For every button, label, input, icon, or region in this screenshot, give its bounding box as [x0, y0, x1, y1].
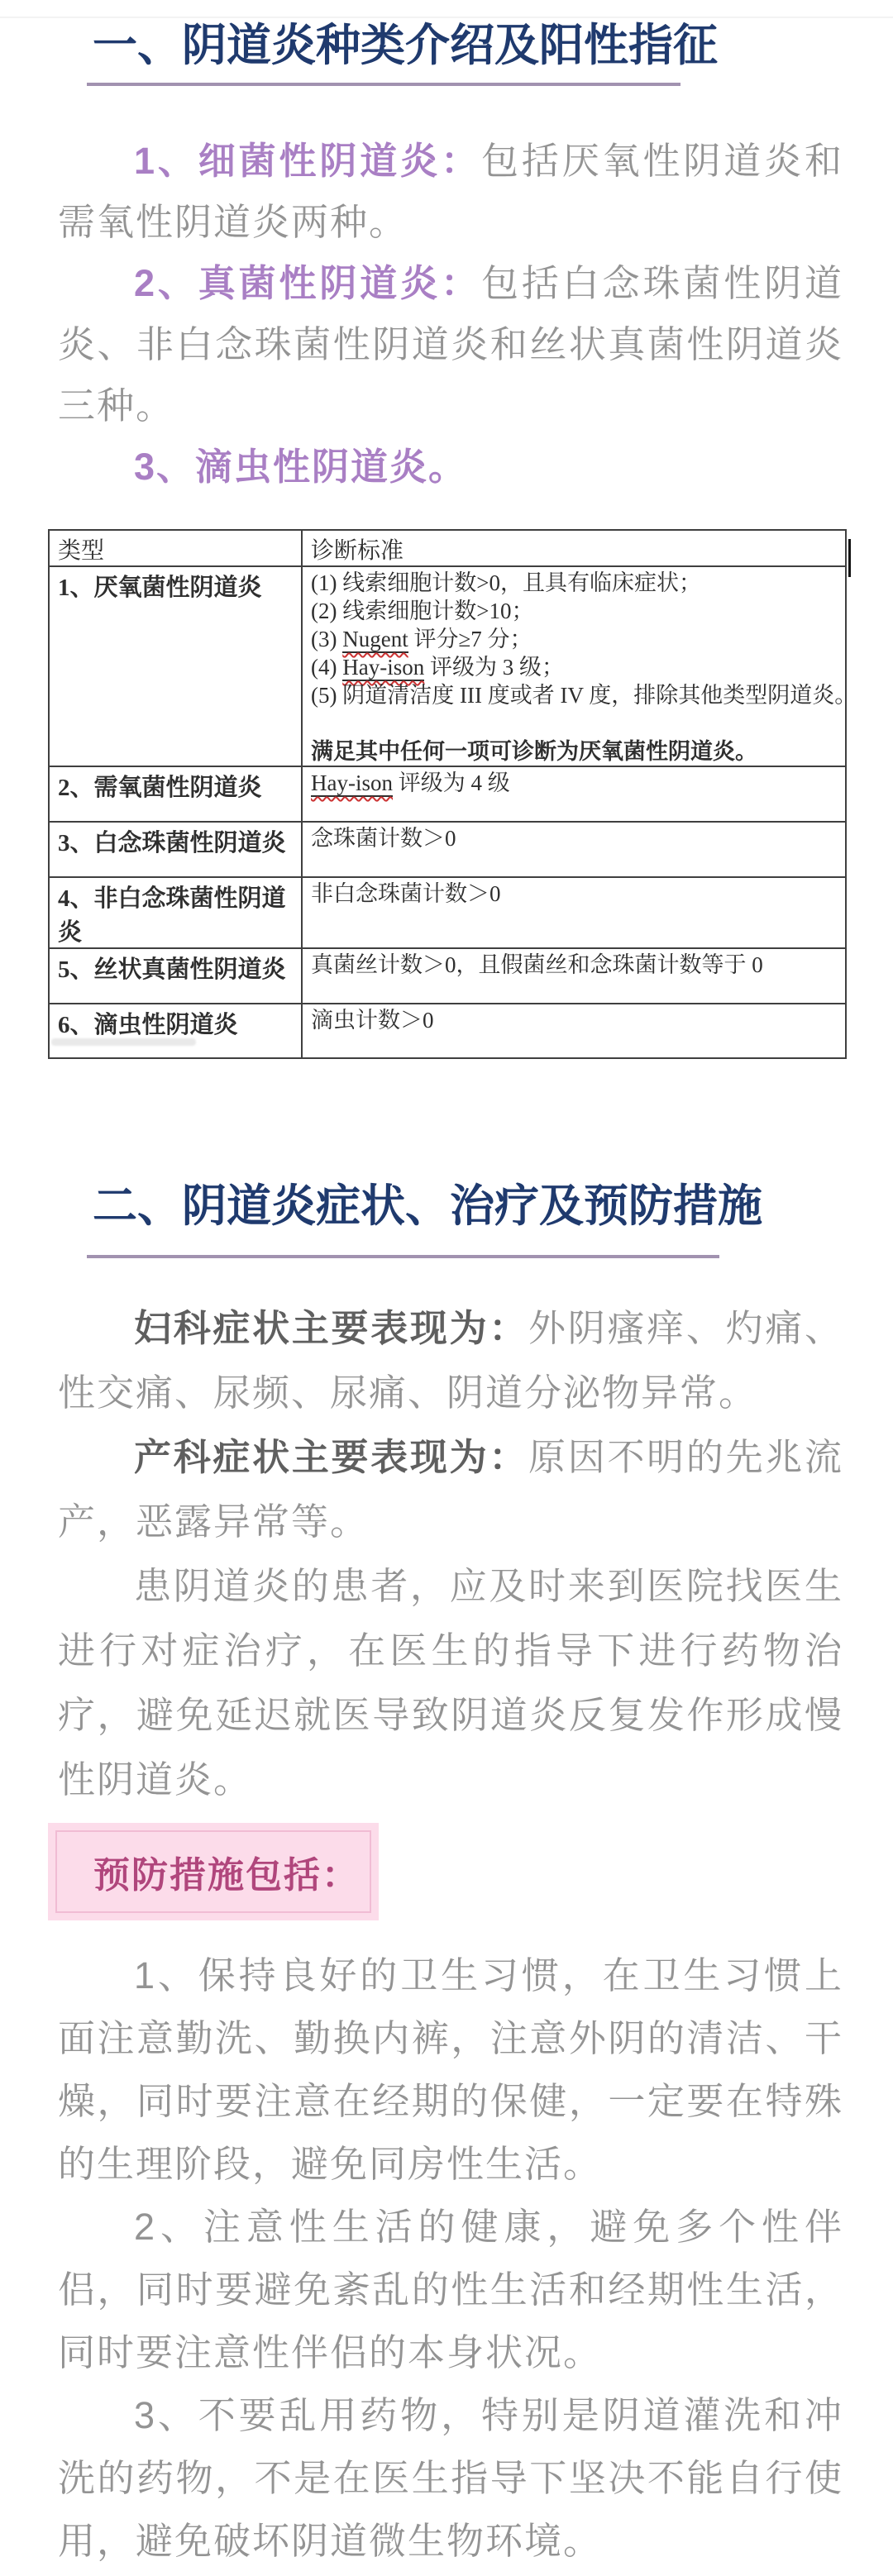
row1-criterion-4-prefix: (4): [311, 655, 343, 680]
prevention-highlight-label: 预防措施包括：: [93, 1855, 360, 1896]
gyn-symptoms-paragraph: [58, 1296, 843, 1425]
text-cursor-artifact: [848, 539, 851, 577]
row1-criterion-1: (1) 线索细胞计数>0，且具有临床症状；: [311, 570, 701, 595]
vaginitis-type-3-label: 3、滴虫性阴道炎。: [134, 446, 468, 488]
row1-hayison-term: Hay-ison: [342, 655, 425, 680]
section2-heading-underline: [87, 1255, 719, 1258]
vaginitis-type-1-label: 1、细菌性阴道炎：: [134, 140, 481, 182]
table-row: [49, 948, 846, 1004]
section2-body: [58, 1296, 843, 1812]
row1-criterion-3: [311, 625, 838, 653]
row1-criterion-4-rest: 评级为 3 级；: [424, 655, 564, 680]
section2-heading: 二、阴道炎症状、治疗及预防措施: [93, 1181, 762, 1231]
row2-hayison-term: Hay-ison: [311, 770, 393, 795]
row3-type: 3、白念珠菌性阴道炎: [49, 822, 302, 877]
treatment-advice-paragraph: 患阴道炎的患者，应及时来到医院找医生进行对症治疗，在医生的指导下进行药物治疗，避免延迟就医导致阴道炎反复发作形成慢性阴道炎。: [58, 1565, 843, 1801]
vaginitis-type-2-paragraph: [58, 253, 843, 436]
ob-symptoms-text: 原因不明的先兆流产，恶露异常等。: [58, 1436, 843, 1543]
table-row: [49, 766, 846, 822]
scan-smudge: [51, 1038, 196, 1046]
vaginitis-type-2-desc: 包括白念珠菌性阴道炎、非白念珠菌性阴道炎和丝状真菌性阴道炎三种。: [58, 262, 843, 427]
row2-criteria: [302, 766, 846, 822]
row1-criterion-4: [311, 653, 838, 681]
row1-criterion-3-prefix: (3): [311, 627, 343, 651]
table-row: [49, 1004, 846, 1058]
section1-intro: [58, 131, 843, 498]
table-row: [49, 566, 846, 766]
row1-nugent-term: Nugent: [342, 627, 408, 651]
diagnostic-criteria-table: [48, 529, 857, 1059]
row1-type: 1、厌氧菌性阴道炎: [49, 566, 302, 766]
ob-symptoms-paragraph: [58, 1425, 843, 1554]
row3-criteria: 念珠菌计数＞0: [302, 822, 846, 877]
vaginitis-type-1-desc: 包括厌氧性阴道炎和需氧性阴道炎两种。: [58, 140, 843, 243]
prevention-item-3: 3、不要乱用药物，特别是阴道灌洗和冲洗的药物，不是在医生指导下坚决不能自行使用，避免破坏阴道微生物环境。: [58, 2394, 843, 2562]
row1-blank-line: [311, 709, 838, 737]
col-header-criteria: 诊断标准: [302, 530, 846, 566]
prevention-item-1: 1、保持良好的卫生习惯，在卫生习惯上面注意勤洗、勤换内裤，注意外阴的清洁、干燥，同时要注意在经期的保健，一定要在特殊的生理阶段，避免同房性生活。: [58, 1954, 843, 2185]
prevention-item-2: 2、注意性生活的健康，避免多个性伴侣，同时要避免紊乱的性生活和经期性生活，同时要注意性伴侣的本身状况。: [58, 2206, 843, 2373]
gyn-symptoms-text: 外阴瘙痒、灼痛、性交痛、尿频、尿痛、阴道分泌物异常。: [58, 1307, 843, 1414]
row1-criterion-3-rest: 评分≥7 分；: [408, 627, 532, 651]
vaginitis-type-2-label: 2、真菌性阴道炎：: [134, 262, 481, 304]
prevention-highlight-box: [48, 1823, 379, 1920]
table-row: [49, 877, 846, 948]
row6-type: 6、滴虫性阴道炎: [49, 1004, 302, 1058]
col-header-type: 类型: [49, 530, 302, 566]
row1-criteria: [302, 566, 857, 766]
prevention-highlight-frame: [55, 1830, 371, 1913]
table-row: [49, 822, 846, 877]
vaginitis-type-3-paragraph: [58, 436, 843, 498]
row5-type: 5、丝状真菌性阴道炎: [49, 948, 302, 1004]
row4-type: 4、非白念珠菌性阴道炎: [49, 877, 302, 948]
ob-symptoms-label: 产科症状主要表现为：: [134, 1436, 529, 1478]
row6-criteria: 滴虫计数＞0: [302, 1004, 846, 1058]
row2-criteria-rest: 评级为 4 级: [392, 770, 510, 795]
row1-criterion-2: (2) 线索细胞计数>10；: [311, 599, 534, 623]
section1-heading: 一、阴道炎种类介绍及阳性指征: [93, 21, 718, 70]
prevention-body: [58, 1944, 843, 2573]
table-header-row: [49, 530, 846, 566]
row1-conclusion: 满足其中任何一项可诊断为厌氧菌性阴道炎。: [311, 739, 757, 764]
row2-type: 2、需氧菌性阴道炎: [49, 766, 302, 822]
row5-criteria: 真菌丝计数＞0，且假菌丝和念珠菌计数等于 0: [302, 948, 846, 1004]
section1-heading-underline: [87, 83, 680, 86]
gyn-symptoms-label: 妇科症状主要表现为：: [134, 1307, 529, 1349]
vaginitis-type-1-paragraph: [58, 131, 843, 253]
row1-criterion-5: (5) 阴道清洁度 III 度或者 IV 度，排除其他类型阴道炎。: [311, 683, 857, 708]
row4-criteria: 非白念珠菌计数＞0: [302, 877, 846, 948]
